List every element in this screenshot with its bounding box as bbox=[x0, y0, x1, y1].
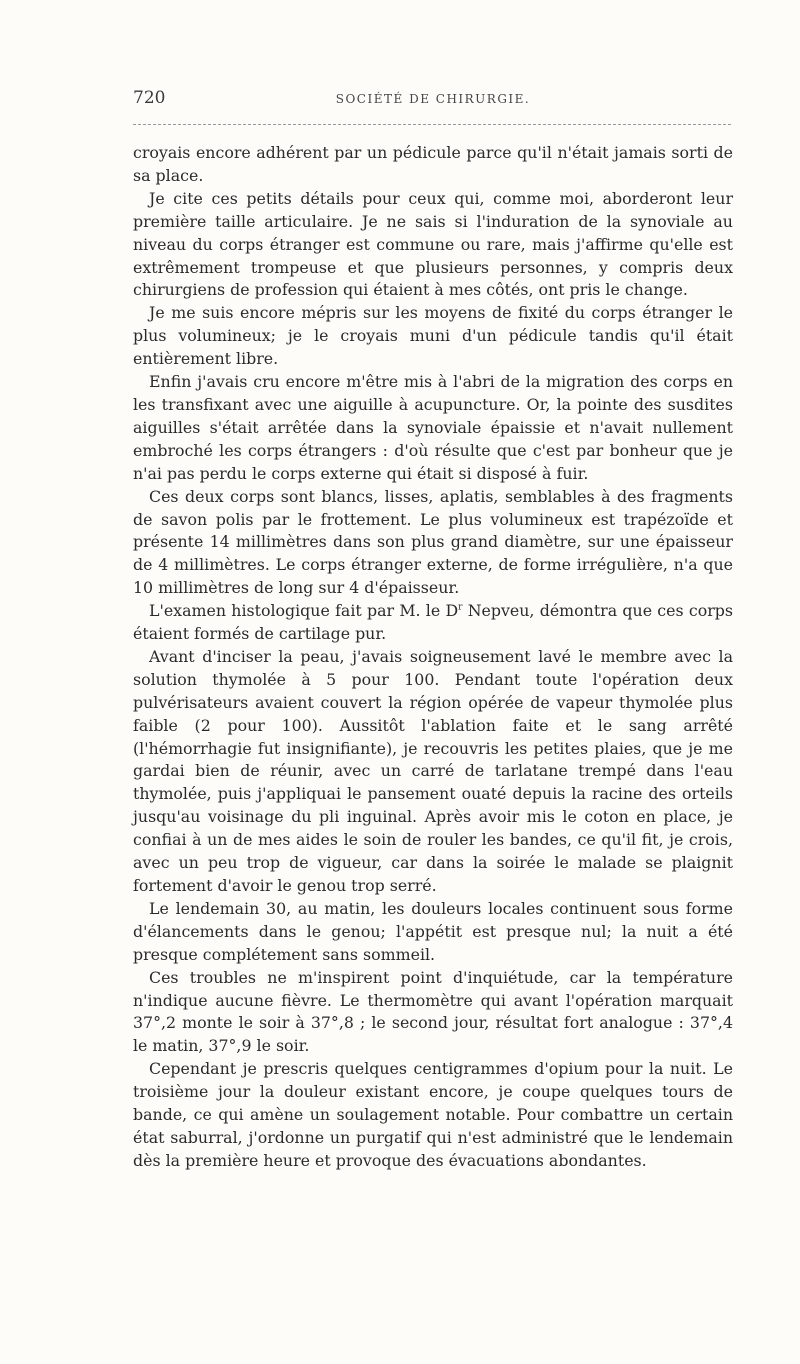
paragraph-text: L'examen histologique fait par M. le D bbox=[149, 601, 459, 621]
body-text bbox=[133, 142, 733, 1173]
paragraph: Ces deux corps sont blancs, lisses, aplatis, semblables à des fragments de savon polis par le frottement. Le plus volumineux est trapézoïde et présente 14 millimètres dans son plus grand diamètre, sur une épaisseur de 4 millimètres. Le corps étranger externe, de forme irrégulière, n'a que 10 millimètres de long sur 4 d'épaisseur. bbox=[133, 486, 733, 598]
paragraph: Avant d'inciser la peau, j'avais soigneusement lavé le membre avec la solution thymolée à 5 pour 100. Pendant toute l'opération deux pulvérisateurs avaient couvert la région opérée de vapeur thymolée plus faible (2 pour 100). Aussitôt l'ablation faite et le sang arrêté (l'hémorrhagie fut insignifiante), je recouvris les petites plaies, que je me gardai bien de réunir, avec un carré de tarlatane trempé dans l'eau thymolée, puis j'appliquai le pansement ouaté depuis la racine des orteils jusqu'au voisinage du pli inguinal. Après avoir mis le coton en place, je confiai à un de mes aides le soin de rouler les bandes, ce qu'il fit, je crois, avec un peu trop de vigueur, car dans la soirée le malade se plaignit fortement d'avoir le genou trop serré. bbox=[133, 646, 733, 895]
page-number: 720 bbox=[133, 88, 166, 108]
header-divider bbox=[133, 124, 731, 125]
superscript: r bbox=[458, 602, 463, 613]
paragraph: Enfin j'avais cru encore m'être mis à l'abri de la migration des corps en les transfixant avec une aiguille à acupuncture. Or, la pointe des susdites aiguilles s'était arrêtée dans la synoviale épaissie et n'avait nullement embroché les corps étrangers : d'où résulte que c'est par bonheur que je n'ai pas perdu le corps externe qui était si disposé à fuir. bbox=[133, 372, 733, 483]
page-header bbox=[133, 88, 733, 118]
paragraph: croyais encore adhérent par un pédicule parce qu'il n'était jamais sorti de sa place. bbox=[133, 143, 733, 185]
paragraph: Je cite ces petits détails pour ceux qui, comme moi, aborderont leur première taille articulaire. Je ne sais si l'induration de la synoviale au niveau du corps étranger est commune ou rare, mais j'affirme qu'elle est extrêmement trompeuse et que plusieurs personnes, y compris deux chirurgiens de profession qui étaient à mes côtés, ont pris le change. bbox=[133, 188, 733, 300]
document-page bbox=[133, 88, 733, 1170]
running-title: SOCIÉTÉ DE CHIRURGIE. bbox=[335, 92, 531, 106]
paragraph: Ces troubles ne m'inspirent point d'inquiétude, car la température n'indique aucune fièvre. Le thermomètre qui avant l'opération marquait 37°,2 monte le soir à 37°,8 ; le second jour, résultat fort analogue : 37°,4 le matin, 37°,9 le soir. bbox=[133, 967, 733, 1056]
paragraph: Je me suis encore mépris sur les moyens de fixité du corps étranger le plus volumineux; je le croyais muni d'un pédicule tandis qu'il était entièrement libre. bbox=[133, 303, 733, 369]
paragraph: Le lendemain 30, au matin, les douleurs locales continuent sous forme d'élancements dans le genou; l'appétit est presque nul; la nuit a été presque complétement sans sommeil. bbox=[133, 898, 733, 964]
paragraph: Cependant je prescris quelques centigrammes d'opium pour la nuit. Le troisième jour la douleur existant encore, je coupe quelques tours de bande, ce qui amène un soulagement notable. Pour combattre un certain état saburral, j'ordonne un purgatif qui n'est administré que le lendemain dès la première heure et provoque des évacuations abondantes. bbox=[133, 1059, 733, 1170]
paragraph bbox=[133, 600, 733, 646]
paragraph-text: Nepveu, démontra que ces corps étaient formés de cartilage pur. bbox=[133, 601, 733, 644]
